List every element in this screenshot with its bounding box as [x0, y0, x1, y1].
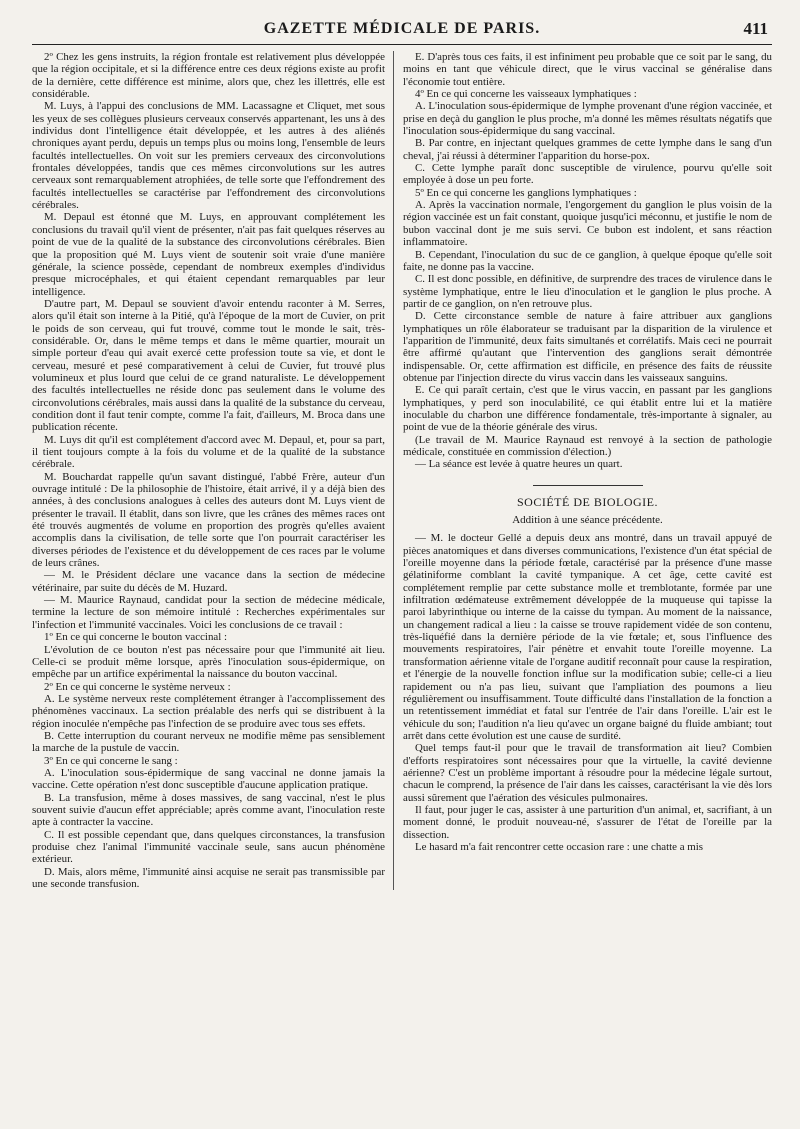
paragraph: B. Cependant, l'inoculation du suc de ce ganglion, à quelque époque qu'elle soit faite, ne donne pas la vaccine. — [403, 248, 772, 273]
paragraph: L'évolution de ce bouton n'est pas nécessaire pour que l'immunité ait lieu. Celle-ci se produit même lorsque, après l'inoculation sous-épidermique, on empêche par un artifice expérimental la naissance du bouton vaccinal. — [32, 643, 385, 681]
paragraph: A. L'inoculation sous-épidermique de lymphe provenant d'une région vaccinée, et prise en deçà du ganglion le plus proche, m'a donné les mêmes résultats négatifs que l'inoculation sous-épidermique du sang vaccinal. — [403, 100, 772, 138]
paragraph: B. Cette interruption du courant nerveux ne modifie même pas sensiblement la marche de la pustule de vaccin. — [32, 729, 385, 755]
right-column — [394, 51, 772, 890]
paragraph: D'autre part, M. Depaul se souvient d'avoir entendu raconter à M. Serres, alors qu'il était son interne à la Pitié, qu'à l'époque de la mort de Cuvier, on prit le poids de son cerveau, qui fut trouvé, comme tout le monde le sait, très-considérable. Or, dans le même temps et dans le même quartier, mourait un simple porteur d'eau qui avait exercé cette profession toute sa vie, et dont le cerveau, mesuré et pesé comparativement à celui de Cuvier, fut trouvé plus volumineux et plus lourd que celui de ce grand naturaliste. Le développement des facultés intellectuelles ne réside donc pas seulement dans le volume des circonvolutions cérébrales, mais aussi dans la qualité de la substance du cerveau, condition dont il faut tenir compte, comme l'a fait, d'ailleurs, M. Broca dans une publication récente. — [32, 297, 385, 434]
paragraph: C. Cette lymphe paraît donc susceptible de virulence, pourvu qu'elle soit employée à dose un peu forte. — [403, 162, 772, 187]
paragraph: E. Ce qui paraît certain, c'est que le virus vaccin, en passant par les ganglions lymphatiques, y perd son inoculabilité, ce qui établit entre lui et la matière inoculable du charbon une différence fondamentale, très-importante à signaler, au point de vue de la théorie générale des virus. — [403, 384, 772, 434]
paragraph: — La séance est levée à quatre heures un quart. — [415, 458, 623, 471]
paragraph: B. Par contre, en injectant quelques grammes de cette lymphe dans le sang d'un cheval, j'ai réussi à déterminer l'apparition du horse-pox. — [403, 137, 772, 162]
paragraph: A. Le système nerveux reste complétement étranger à l'accomplissement des phénomènes vaccinaux. La section préalable des nerfs qui se distribuent à la région inoculée n'empêche pas l'infection de se produire avec tous ses effets. — [32, 692, 385, 730]
paragraph: M. Bouchardat rappelle qu'un savant distingué, l'abbé Frère, auteur d'un ouvrage intitulé : De la philosophie de l'histoire, était arrivé, il y a déjà bien des années, à des conclusions analogues à celles des auteurs dont M. Luys vient de présenter le travail. Il établit, dans son livre, que les crânes des mêmes races ont été trouvés augmentés de volume en proportion des progrès qu'elles avaient accomplis dans la civilisation, de telle sorte que l'on pourrait caractériser les diverses périodes de l'existence et du développement de ces races par le volume de leurs crânes. — [32, 470, 385, 570]
paragraph: 1º En ce qui concerne le bouton vaccinal : — [44, 631, 227, 644]
paragraph: A. Après la vaccination normale, l'engorgement du ganglion le plus voisin de la région vaccinée est un fait constant, quoique jusqu'ici méconnu, et justifie le nom de bubon vaccinal dont je me suis servi. Ce bubon est indolent, et sans réaction inflammatoire. — [403, 199, 772, 249]
section-subtitle: Addition à une séance précédente. — [512, 514, 663, 527]
section-divider — [533, 485, 643, 486]
paragraph: Quel temps faut-il pour que le travail de transformation ait lieu? Combien d'efforts respiratoires sont nécessaires pour que la virtuelle, la cavité devienne aérienne? C'est un problème important à résoudre pour la médecine légale surtout, chacun le comprend, la présence de l'air dans les caisses, caractérisant la vie dès lors aussi sûrement que l'aération des vésicules pulmonaires. — [403, 742, 772, 804]
paragraph: (Le travail de M. Maurice Raynaud est renvoyé à la section de pathologie médicale, constituée en commission d'élection.) — [403, 433, 772, 458]
text-columns — [32, 51, 772, 890]
section-title: SOCIÉTÉ DE BIOLOGIE. — [517, 494, 658, 509]
page-number: 411 — [743, 19, 768, 38]
paragraph: Il faut, pour juger le cas, assister à une parturition d'un animal, et, sacrifiant, à un moment donné, le produit nouveau-né, s'assurer de l'état de l'oreille par la dissection. — [403, 803, 772, 841]
paragraph: 4º En ce qui concerne les vaisseaux lymphatiques : — [415, 88, 637, 101]
left-column — [32, 51, 394, 890]
paragraph: M. Depaul est étonné que M. Luys, en approuvant complétement les conclusions du travail qu'il vient de présenter, n'ait pas fait quelques réserves au point de vue de la qualité de la substance des circonvolutions cérébrales. Bien que la proposition qué M. Luys vient de soutenir soit vraie d'une manière générale, la science possède, cependant de nombreux exemples d'individus presque microcéphales, et qui étaient cependant remarquables par leur intelligence. — [32, 211, 385, 298]
paragraph: — M. Maurice Raynaud, candidat pour la section de médecine médicale, termine la lecture de son mémoire intitulé : Recherches expérimentales sur l'infection et l'immunité vaccinales. Voici les conclusions de ce travail : — [32, 594, 385, 631]
paragraph: — M. le docteur Gellé a depuis deux ans montré, dans un travail appuyé de pièces anatomiques et dans diverses communications, l'existence d'un état spécial de l'oreille moyenne dans la période fœtale, caractérisé par la présence d'une masse gélatiniforme comblant la cavité tympanique. A cet âge, cette cavité est complétement remplie par cette substance molle et tremblotante, formée par une infiltration œdémateuse extrêmement développée de la muqueuse qui tapisse la paroi labyrinthique ou interne de la caisse du tympan. Au moment de la naissance, un changement radical a lieu : la caisse se trouve rapidement vidée de son contenu, très-liquéfié dans la dernière période de la vie fœtale; et, sous l'influence des mouvements respiratoires, l'air pénètre et envahit toute l'oreille moyenne. La transformation aérienne vitale de l'organe auditif reconnaît pour cause la respiration, et l'énergie de la nouvelle fonction influe sur la modification subie; celle-ci a lieu rapidement ou n'a pas lieu, suivant que l'ampliation des poumons a lieu régulièrement ou insuffisamment. Toute difficulté dans l'installation de la fonction a un retentissement immédiat et fatal sur l'entrée de l'air dans l'oreille. L'air est le véhicule du son; l'audition n'a lieu qu'avec un organe baigné du fluide ambiant; tout arrêt dans cette évolution est une cause de surdité. — [403, 532, 772, 742]
journal-title: GAZETTE MÉDICALE DE PARIS. — [263, 20, 541, 37]
paragraph: C. Il est possible cependant que, dans quelques circonstances, la transfusion produise chez l'animal l'immunité vaccinale seule, sans aucun phénomène extérieur. — [32, 828, 385, 866]
paragraph: 3º En ce qui concerne le sang : — [44, 754, 178, 767]
paragraph: — M. le Président déclare une vacance dans la section de médecine vétérinaire, par suite du décès de M. Huzard. — [32, 569, 385, 594]
paragraph: D. Mais, alors même, l'immunité ainsi acquise ne serait pas transmissible par une seconde transfusion. — [32, 865, 385, 891]
paragraph: 5º En ce qui concerne les ganglions lymphatiques : — [415, 186, 637, 199]
paragraph: 2º En ce qui concerne le système nerveux : — [44, 680, 231, 693]
paragraph: M. Luys dit qu'il est complétement d'accord avec M. Depaul, et, pour sa part, il tient toujours compte à la fois du volume et de la qualité de la substance cérébrale. — [32, 433, 385, 471]
paragraph: M. Luys, à l'appui des conclusions de MM. Lacassagne et Cliquet, met sous les yeux de ses collègues plusieurs cerveaux conservés appartenant, les uns à des individus dont l'intelligence était développée, et les autres à des aliénés chroniques ayant perdu, depuis un temps plus ou moins long, l'ensemble de leurs facultés intellectuelles. On voit sur les premiers cerveaux des circonvolutions frontales développées, tandis que ces mêmes circonvolutions sur les autres cerveaux sont remarquablement atrophiées, de telle sorte que l'effondrement des facultés intellectuelles se caractérise par l'effondrement des circonvolutions cérébrales. — [32, 100, 385, 212]
paragraph: D. Cette circonstance semble de nature à faire attribuer aux ganglions lymphatiques un rôle élaborateur se traduisant par la disparition de la virulence et l'apparition de l'immunité, deux faits simultanés et corrélatifs. Mais ceci ne pourrait être affirmé qu'autant que l'intervention des ganglions serait démontrée indispensable. Or, cette affirmation est difficile, en présence des faits de réussite obtenue par l'injection directe du virus vaccin dans les vaisseaux sanguins. — [403, 310, 772, 384]
paragraph: A. L'inoculation sous-épidermique de sang vaccinal ne donne jamais la vaccine. Cette opération n'est donc susceptible d'aucune application pratique. — [32, 766, 385, 792]
paragraph: 2º Chez les gens instruits, la région frontale est relativement plus développée que la région occipitale, et si la différence entre ces deux régions existe au profit de la dernière, cette différence est minime, alors que, chez les illettrés, elle est considérable. — [32, 51, 385, 101]
paragraph: C. Il est donc possible, en définitive, de surprendre des traces de virulence dans le système lymphatique, entre le lieu d'inoculation et le ganglion le plus proche. A partir de ce ganglion, on n'en retrouve plus. — [403, 273, 772, 310]
paragraph: B. La transfusion, même à doses massives, de sang vaccinal, n'est le plus souvent suivie d'aucun effet appréciable; après comme avant, l'inoculation reste apte à contracter la vaccine. — [32, 791, 385, 829]
page-header — [32, 18, 772, 45]
paragraph: E. D'après tous ces faits, il est infiniment peu probable que ce soit par le sang, du moins en tant que véhicule direct, que le virus vaccinal se généralise dans l'économie tout entière. — [403, 51, 772, 88]
paragraph: Le hasard m'a fait rencontrer cette occasion rare : une chatte a mis — [415, 840, 703, 853]
